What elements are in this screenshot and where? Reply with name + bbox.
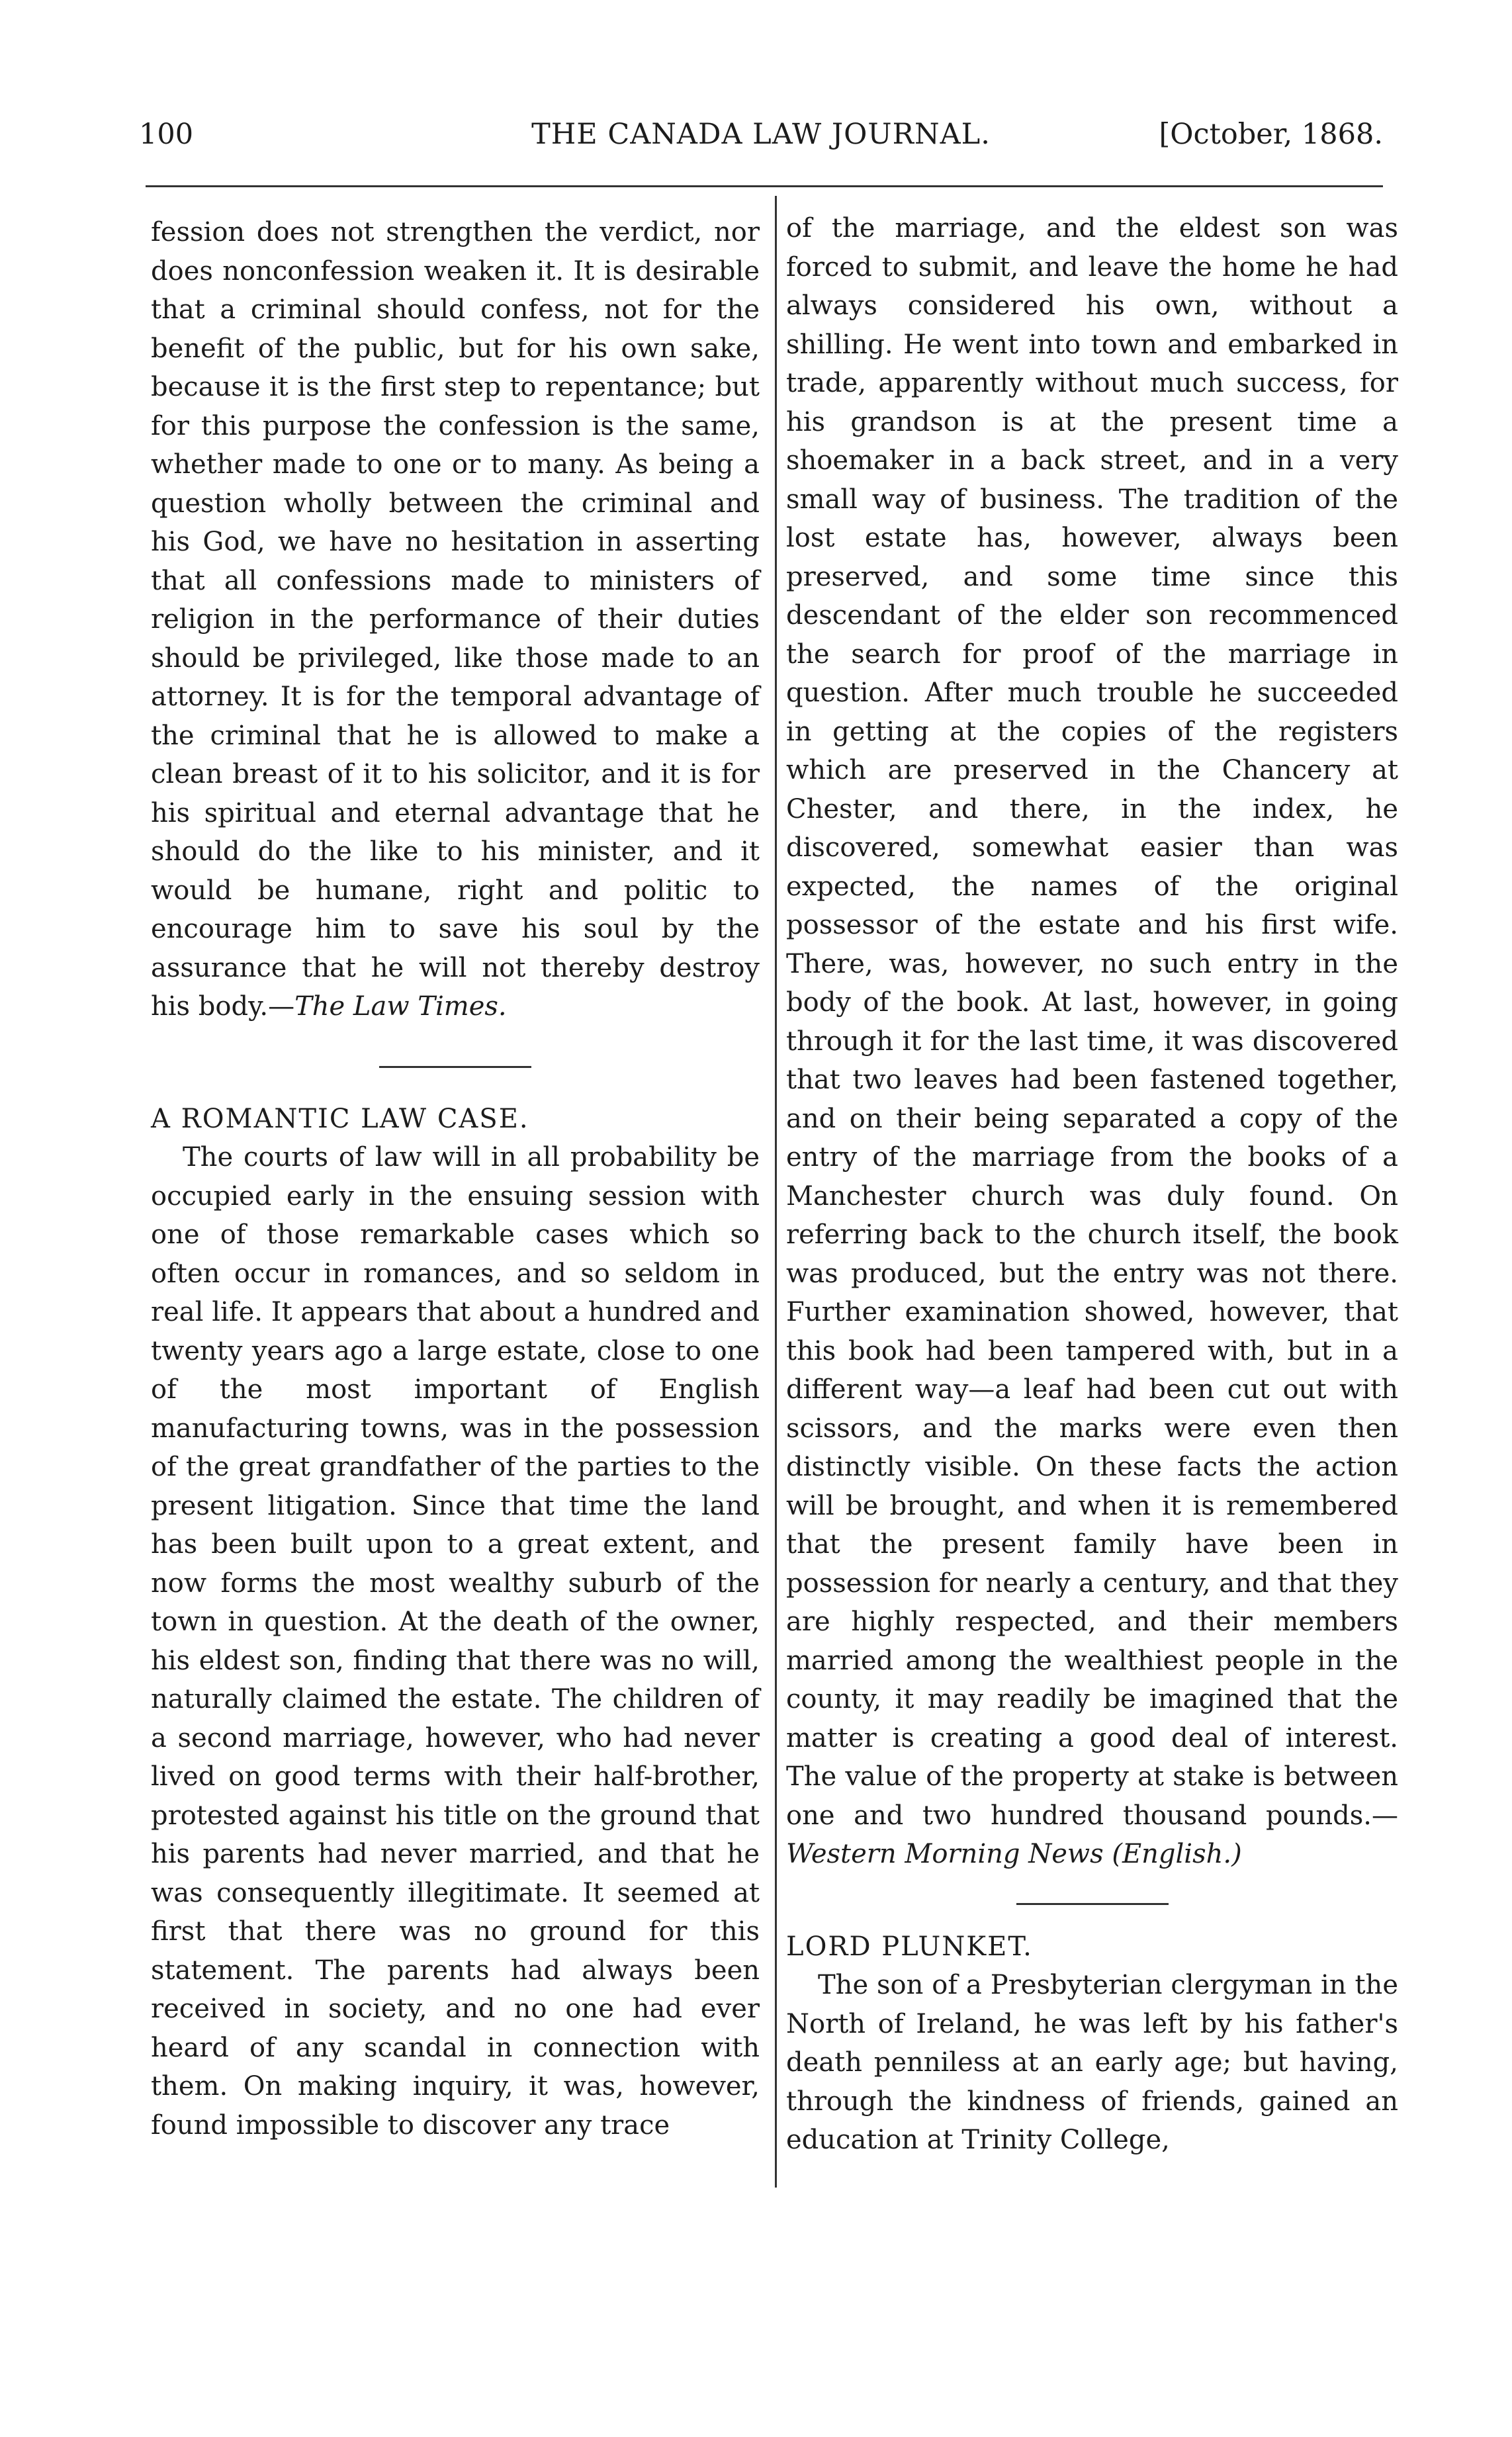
issue-date: [October, 1868.	[1159, 118, 1383, 151]
article-source: The Law Times.	[294, 991, 507, 1022]
article-title: LORD PLUNKET.	[786, 1931, 1033, 1962]
header-rule	[146, 185, 1383, 187]
page-header	[139, 112, 1383, 165]
section-separator	[1016, 1903, 1169, 1905]
continued-article-text: of the marriage, and the eldest son was forced to submit, and leave the home he had always considered his own, without a shilling. He went into town and embarked in trade, apparently without much success, for his grandson is at the present time a shoemaker in a back street, and in a very small way of business. The tradition of the lost estate has, however, always been preserved, and some time since this descendant of the elder son recommenced the search for proof of the marriage in question. After much trouble he succeeded in getting at the copies of the registers which are preserved in the Chancery at Chester, and there, in the index, he discovered, somewhat easier than was expected, the names of the original possessor of the estate and his first wife. There, was, however, no such entry in the body of the book. At last, however, in going through it for the last time, it was discovered that two leaves had been fastened together, and on their being separated a copy of the entry of the marriage from the books of a Manchester church was duly found. On referring back to the church itself, the book was produced, but the entry was not there. Further examination showed, however, that this book had been tampered with, but in a different way—a leaf had been cut out with scissors, and the marks were even then distinctly visible. On these facts the action will be brought, and when it is remembered that the present family have been in possession for nearly a century, and that they are highly respected, and their members married among the wealthiest people in the county, it may readily be imagined that the matter is creating a good deal of interest. The value of the property at stake is between one and two hundred thousand pounds.—Western Morning News (English.)	[786, 213, 1398, 1869]
page-number: 100	[139, 118, 194, 151]
right-column	[786, 209, 1398, 2160]
continued-article-text: fession does not strengthen the verdict, nor does nonconfession weaken it. It is desirable that a criminal should confess, not for the benefit of the public, but for his own sake, because it is the first step to repentance; but for this purpose the confession is the same, whether made to one or to many. As being a question wholly between the criminal and his God, we have no hesitation in asserting that all confessions made to ministers of religion in the performance of their duties should be privileged, like those made to an attorney. It is for the temporal advantage of the criminal that he is allowed to make a clean breast of it to his solicitor, and it is for his spiritual and eternal advantage that he should do the like to his minister, and it would be humane, right and politic to encourage him to save his soul by the assurance that he will not thereby destroy his body.—The Law Times.	[151, 217, 760, 1022]
section-separator	[379, 1066, 531, 1068]
column-divider	[775, 196, 777, 2188]
article-body: The son of a Presbyterian clergyman in the North of Ireland, he was left by his father's death penniless at an early age; but having, through the kindness of friends, gained an education at Trinity College,	[786, 1970, 1398, 2155]
article-source: Western Morning News (English.)	[786, 1839, 1242, 1869]
article-title: A ROMANTIC LAW CASE.	[151, 1103, 529, 1134]
left-column	[151, 213, 760, 2145]
journal-title: THE CANADA LAW JOURNAL.	[531, 118, 991, 151]
article-body: The courts of law will in all probability be occupied early in the ensuing session with one of those remarkable cases which so often occur in romances, and so seldom in real life. It appears that about a hundred and twenty years ago a large estate, close to one of the most important of English manufacturing towns, was in the possession of the great grandfather of the parties to the present litigation. Since that time the land has been built upon to a great extent, and now forms the most wealthy suburb of the town in question. At the death of the owner, his eldest son, finding that there was no will, naturally claimed the estate. The children of a second marriage, however, who had never lived on good terms with their half-brother, protested against his title on the ground that his parents had never married, and that he was consequently illegitimate. It seemed at first that there was no ground for this statement. The parents had always been received in society, and no one had ever heard of any scandal in connection with them. On making inquiry, it was, however, found impossible to discover any trace	[151, 1142, 760, 2141]
